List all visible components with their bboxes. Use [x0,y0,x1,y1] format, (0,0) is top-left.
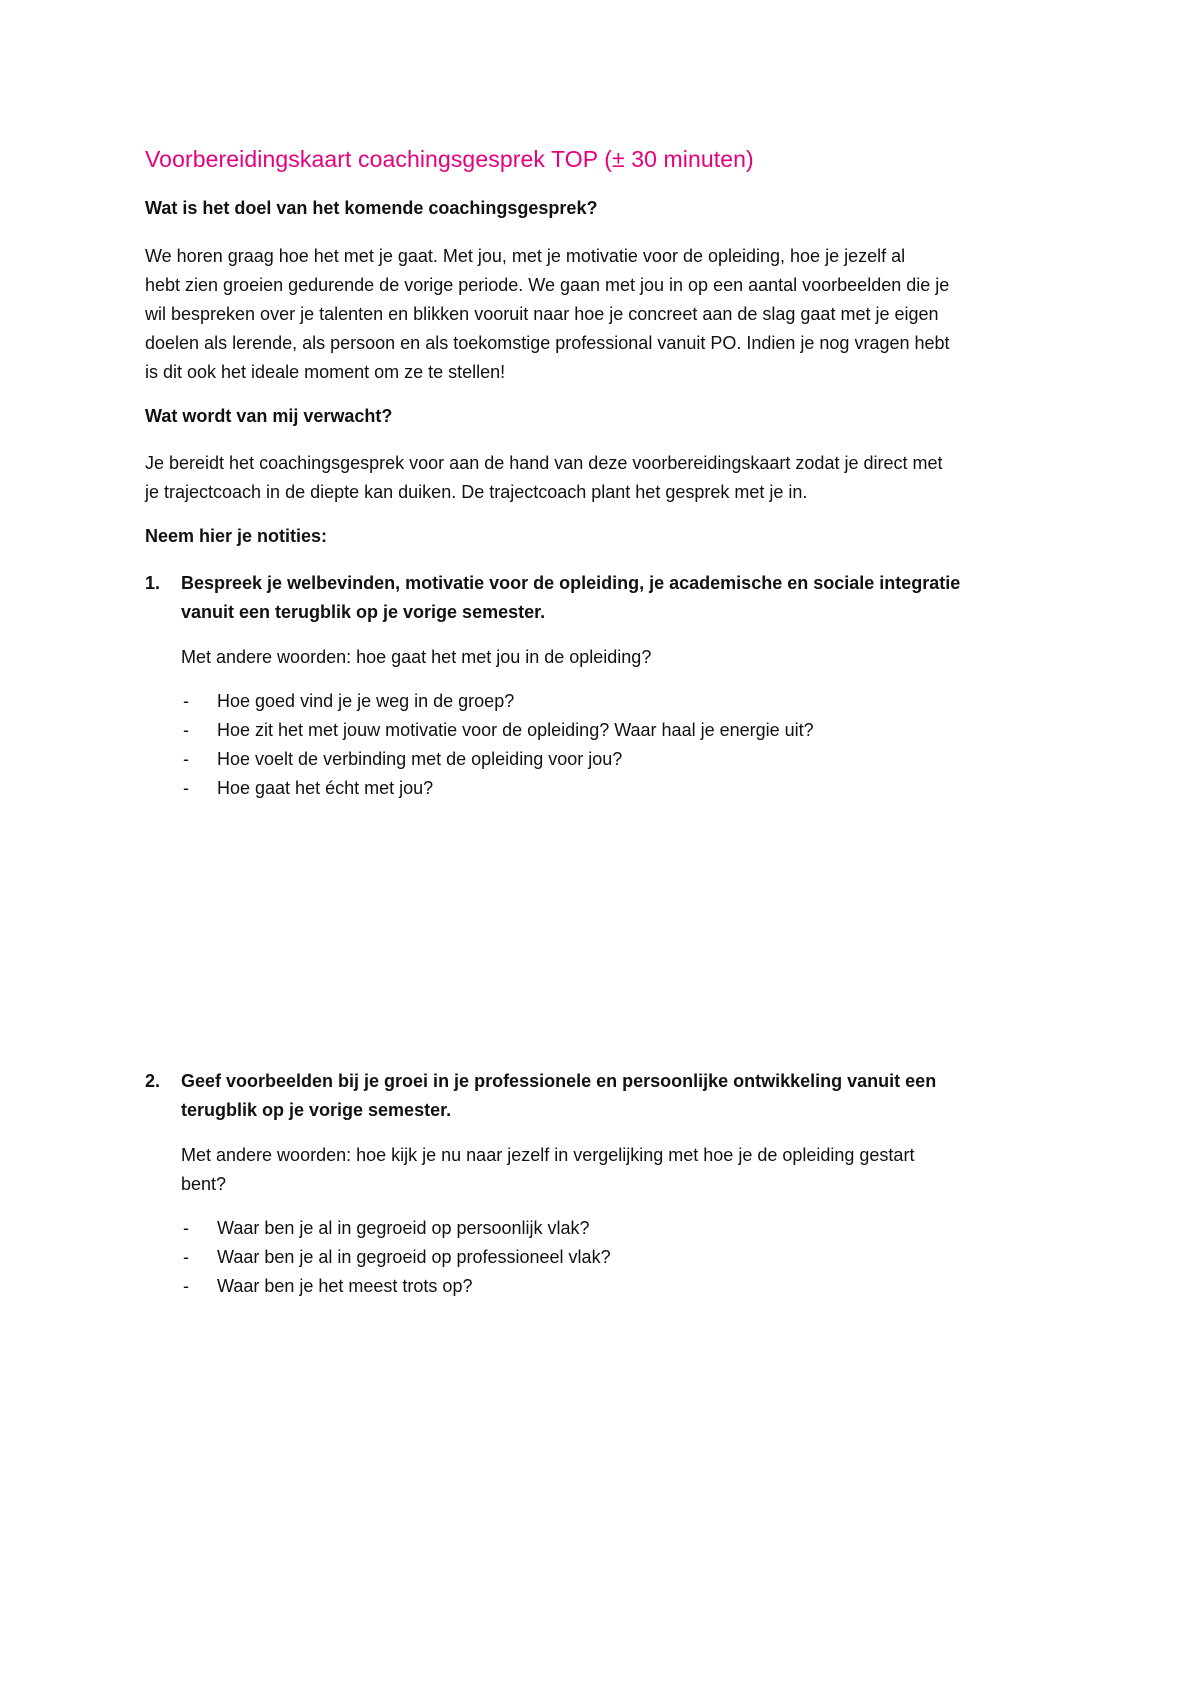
bullet-list [181,687,1061,803]
item-intro [181,643,1061,672]
bullet-dash: - [183,1276,189,1296]
text-line: Je bereidt het coachingsgesprek voor aan de hand van deze voorbereidingskaart zodat je direct met [145,453,943,473]
list-item [181,1214,1061,1243]
section-heading-goal: Wat is het doel van het komende coachingsgesprek? [145,198,598,218]
list-item-text: Waar ben je al in gegroeid op professioneel vlak? [217,1247,611,1267]
text-line: terugblik op je vorige semester. [181,1100,452,1120]
bullet-dash: - [183,1247,189,1267]
list-item [181,774,1061,803]
list-item [181,687,1061,716]
item-intro [181,1141,1061,1199]
text-line: wil bespreken over je talenten en blikken vooruit naar hoe je concreet aan de slag gaat met je eigen [145,304,939,324]
text-line: Geef voorbeelden bij je groei in je professionele en persoonlijke ontwikkeling vanuit een [181,1071,937,1091]
section-body-expectations [145,449,1075,507]
item-question [181,569,1061,627]
section-body-goal [145,242,1075,387]
bullet-dash: - [183,1218,189,1238]
bullet-dash: - [183,778,189,798]
bullet-dash: - [183,691,189,711]
list-item [181,1243,1061,1272]
bullet-dash: - [183,749,189,769]
text-line: hebt zien groeien gedurende de vorige periode. We gaan met jou in op een aantal voorbeelden die je [145,275,950,295]
list-item-text: Waar ben je het meest trots op? [217,1276,473,1296]
list-item-text: Hoe zit het met jouw motivatie voor de opleiding? Waar haal je energie uit? [217,720,814,740]
item-number: 2. [145,1071,161,1091]
bullet-list [181,1214,1061,1301]
section-heading-expectations: Wat wordt van mij verwacht? [145,406,393,426]
item-question [181,1067,1061,1125]
item-number: 1. [145,573,161,593]
bullet-dash: - [183,720,189,740]
text-line: vanuit een terugblik op je vorige semester. [181,602,546,622]
list-item [181,716,1061,745]
notes-heading: Neem hier je notities: [145,526,328,546]
list-item-text: Hoe gaat het écht met jou? [217,778,434,798]
text-line: bent? [181,1174,227,1194]
list-item-text: Hoe voelt de verbinding met de opleiding voor jou? [217,749,623,769]
list-item-text: Waar ben je al in gegroeid op persoonlijk vlak? [217,1218,590,1238]
list-item [181,745,1061,774]
text-line: Met andere woorden: hoe gaat het met jou in de opleiding? [181,647,652,667]
text-line: We horen graag hoe het met je gaat. Met jou, met je motivatie voor de opleiding, hoe je jezelf al [145,246,906,266]
text-line: doelen als lerende, als persoon en als toekomstige professional vanuit PO. Indien je nog vragen hebt [145,333,950,353]
list-item-text: Hoe goed vind je je weg in de groep? [217,691,515,711]
text-line: Bespreek je welbevinden, motivatie voor de opleiding, je academische en sociale integratie [181,573,961,593]
text-line: Met andere woorden: hoe kijk je nu naar jezelf in vergelijking met hoe je de opleiding gestart [181,1145,915,1165]
list-item [181,1272,1061,1301]
text-line: je trajectcoach in de diepte kan duiken. De trajectcoach plant het gesprek met je in. [145,482,808,502]
text-line: is dit ook het ideale moment om ze te stellen! [145,362,506,382]
page-title: Voorbereidingskaart coachingsgesprek TOP (± 30 minuten) [145,146,754,172]
